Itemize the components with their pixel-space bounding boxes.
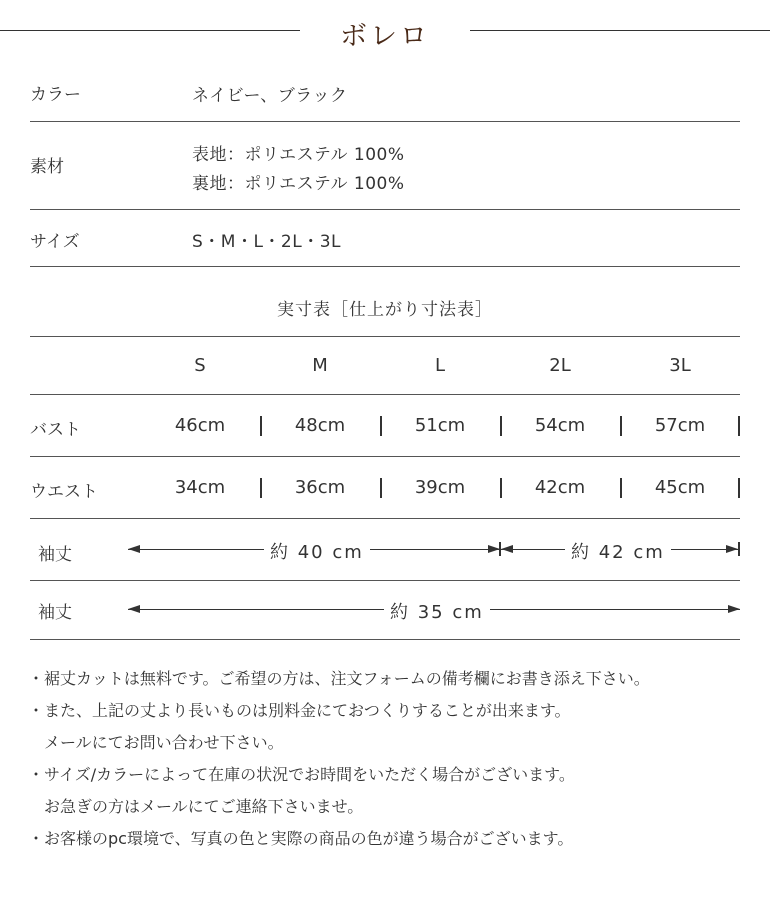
divider: [30, 456, 740, 457]
waist-label: ウエスト: [30, 482, 98, 502]
size-header-s: S: [194, 355, 206, 376]
material-label: 素材: [30, 157, 64, 177]
waist-3l: 45cm: [654, 477, 706, 498]
bust-s: 46cm: [174, 415, 226, 436]
sizes-label: サイズ: [30, 232, 80, 252]
size-header-m: M: [312, 355, 328, 376]
arrow-left-icon: [128, 545, 140, 553]
sleeve-span-2l-3l: 約 42 cm: [565, 538, 671, 564]
note-urgent: お急ぎの方はメールにてご連絡下さいませ。: [44, 797, 364, 816]
size-header-3l: 3L: [669, 355, 691, 376]
waist-m: 36cm: [294, 477, 346, 498]
waist-2l: 42cm: [534, 477, 586, 498]
bust-m: 48cm: [294, 415, 346, 436]
waist-s: 34cm: [174, 477, 226, 498]
note-hem-cut: ・裾丈カットは無料です。ご希望の方は、注文フォームの備考欄にお書き添え下さい。: [28, 669, 650, 688]
note-longer-length: ・また、上記の丈より長いものは別料金にておつくりすることが出来ます。: [28, 701, 571, 720]
column-separator: [738, 416, 740, 436]
sleeve-label-2: 袖丈: [38, 603, 72, 623]
divider: [30, 336, 740, 337]
divider: [30, 266, 740, 267]
sleeve-span-s-l: 約 40 cm: [264, 538, 370, 564]
divider: [30, 580, 740, 581]
bust-3l: 57cm: [654, 415, 706, 436]
material-lining: 裏地：ポリエステル 100%: [192, 174, 405, 194]
divider: [30, 394, 740, 395]
size-table-caption: 実寸表［仕上がり寸法表］: [277, 300, 493, 320]
sizes-value: S・M・L・2L・3L: [192, 232, 342, 252]
bust-l: 51cm: [414, 415, 466, 436]
span-end-bar: [738, 542, 740, 556]
material-outer: 表地：ポリエステル 100%: [192, 145, 405, 165]
divider: [30, 518, 740, 519]
arrow-right-icon: [728, 605, 740, 613]
arrow-left-icon: [128, 605, 140, 613]
color-label: カラー: [30, 85, 81, 105]
sleeve-span-all: 約 35 cm: [384, 598, 490, 624]
note-stock-time: ・サイズ/カラーによって在庫の状況でお時間をいただく場合がございます。: [28, 765, 575, 784]
title-line-right: [470, 30, 770, 31]
note-color-difference: ・お客様のpc環境で、写真の色と実際の商品の色が違う場合がございます。: [28, 829, 574, 848]
divider: [30, 639, 740, 640]
divider: [30, 209, 740, 210]
arrow-right-icon: [726, 545, 738, 553]
waist-l: 39cm: [414, 477, 466, 498]
note-contact-email: メールにてお問い合わせ下さい。: [44, 733, 284, 752]
page-title: ボレロ: [340, 21, 430, 52]
color-value: ネイビー、ブラック: [192, 86, 348, 106]
bust-label: バスト: [30, 420, 81, 440]
sleeve-label-1: 袖丈: [38, 545, 72, 565]
divider: [30, 121, 740, 122]
column-separator: [738, 478, 740, 498]
title-line-left: [0, 30, 300, 31]
bust-2l: 54cm: [534, 415, 586, 436]
size-header-2l: 2L: [549, 355, 571, 376]
size-header-l: L: [434, 355, 446, 376]
